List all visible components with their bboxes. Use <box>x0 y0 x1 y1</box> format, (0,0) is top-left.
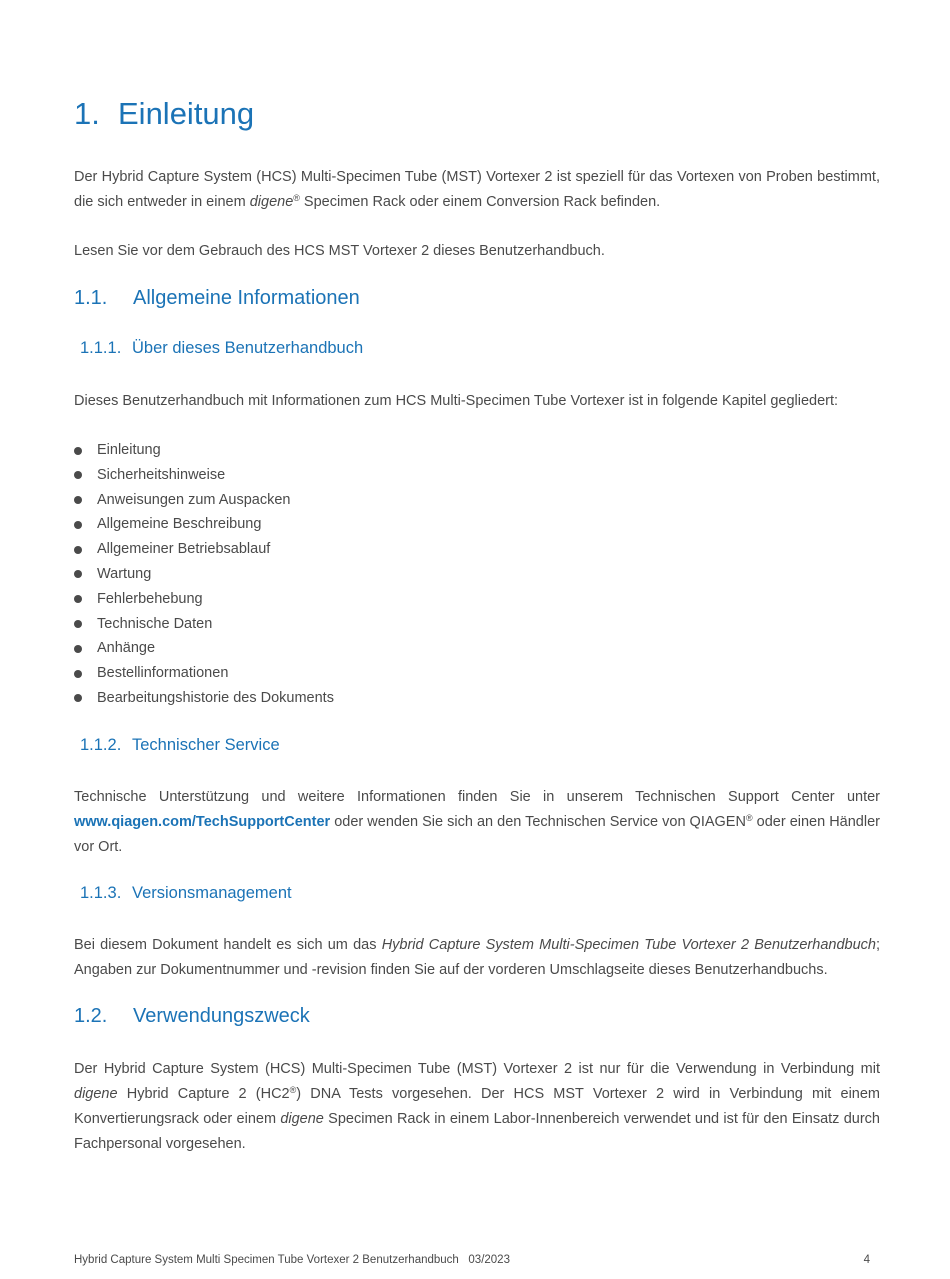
text-run: Der Hybrid Capture System (HCS) Multi-Specimen Tube (MST) Vortexer 2 ist nur für die Verwendung in Verbindung mit <box>74 1061 880 1077</box>
text-run: Specimen Rack oder einem Conversion Rack befinden. <box>299 194 661 210</box>
chapter-list-item <box>74 463 334 488</box>
bullet-icon <box>74 694 82 702</box>
bullet-icon <box>74 620 82 628</box>
chapter-list-item-label: Sicherheitshinweise <box>97 466 226 483</box>
text-run: oder wenden Sie sich an den Technischen Service von QIAGEN <box>330 814 746 830</box>
section-title: Verwendungszweck <box>133 1005 310 1027</box>
chapter-list-item <box>74 438 334 463</box>
subsection-title: Über dieses Benutzerhandbuch <box>132 339 364 357</box>
text-run: oder einen Händler vor Ort. <box>74 814 880 855</box>
section-heading-1-1 <box>74 287 360 310</box>
version-paragraph <box>74 933 880 983</box>
text-run: Bei diesem Dokument handelt es sich um das <box>74 937 382 953</box>
subsection-number: 1.1.1. <box>80 339 122 357</box>
text-run: ) DNA Tests vorgesehen. Der HCS MST Vortexer 2 wird in Verbindung mit einem Konvertierungsrack oder einem <box>74 1086 880 1127</box>
intended-use-paragraph <box>74 1057 880 1157</box>
text-run: ; Angaben zur Dokumentnummer und -revision finden Sie auf der vorderen Umschlagseite dieses Benutzerhandbuchs. <box>74 937 880 978</box>
chapter-heading <box>74 96 254 132</box>
chapter-list-item-label: Fehlerbehebung <box>97 590 203 607</box>
chapter-list-item-label: Bestellinformationen <box>97 665 229 682</box>
bullet-icon <box>74 670 82 678</box>
subsection-title: Technischer Service <box>132 736 280 754</box>
bullet-icon <box>74 570 82 578</box>
subsection-title: Versionsmanagement <box>132 884 292 902</box>
chapter-number: 1. <box>74 96 100 131</box>
registered-mark: ® <box>745 813 753 823</box>
subsection-number: 1.1.2. <box>80 736 122 754</box>
chapter-list-item <box>74 488 334 513</box>
chapter-list-item-label: Allgemeine Beschreibung <box>97 516 262 533</box>
tech-service-paragraph <box>74 785 880 860</box>
registered-mark: ® <box>293 193 300 203</box>
bullet-icon <box>74 471 82 479</box>
footer-text: Hybrid Capture System Multi Specimen Tube Vortexer 2 Benutzerhandbuch 03/2023 <box>74 1254 510 1266</box>
bullet-icon <box>74 496 82 504</box>
chapter-list-item <box>74 587 334 612</box>
section-number: 1.2. <box>74 1005 108 1027</box>
chapter-list-item-label: Wartung <box>97 565 152 582</box>
bullet-icon <box>74 595 82 603</box>
chapter-list-item <box>74 537 334 562</box>
subsection-number: 1.1.3. <box>80 884 122 902</box>
bullet-icon <box>74 521 82 529</box>
section-number: 1.1. <box>74 287 108 309</box>
italic-run: Hybrid Capture System Multi-Specimen Tube Vortexer 2 Benutzerhandbuch <box>381 937 876 953</box>
bullet-icon <box>74 447 82 455</box>
bullet-icon <box>74 645 82 653</box>
subsection-heading-1-1-3 <box>80 884 292 903</box>
chapter-list-item-label: Anweisungen zum Auspacken <box>97 491 291 508</box>
subsection-heading-1-1-2 <box>80 736 280 755</box>
page-footer <box>74 1254 870 1266</box>
italic-run: digene <box>280 1111 324 1127</box>
text-run: Der Hybrid Capture System (HCS) Multi-Specimen Tube (MST) Vortexer 2 ist speziell für das Vortexen von Proben bestimmt, die sich entweder in einem <box>74 169 880 210</box>
text-run: Hybrid Capture 2 (HC2 <box>117 1086 290 1102</box>
section-heading-1-2 <box>74 1005 310 1028</box>
chapter-list-item-label: Bearbeitungshistorie des Dokuments <box>97 689 334 706</box>
text-run: Specimen Rack in einem Labor-Innenbereich verwendet und ist für den Einsatz durch Fachpersonal vorgesehen. <box>74 1111 880 1152</box>
tech-support-link[interactable]: www.qiagen.com/TechSupportCenter <box>74 814 331 830</box>
chapter-list-item <box>74 562 334 587</box>
bullet-icon <box>74 546 82 554</box>
chapter-list-item <box>74 661 334 686</box>
chapter-list-item-label: Technische Daten <box>97 615 213 632</box>
intro-paragraph-2: Lesen Sie vor dem Gebrauch des HCS MST Vortexer 2 dieses Benutzerhandbuch. <box>74 243 605 259</box>
italic-run: digene <box>74 1086 118 1102</box>
section-title: Allgemeine Informationen <box>133 287 360 309</box>
chapter-list <box>74 438 334 711</box>
intro-paragraph-1 <box>74 165 880 215</box>
chapter-list-item-label: Allgemeiner Betriebsablauf <box>97 541 271 558</box>
registered-mark: ® <box>289 1085 297 1095</box>
text-run: Technische Unterstützung und weitere Informationen finden Sie in unserem Technischen Support Center unter <box>74 789 880 805</box>
page-number: 4 <box>863 1254 870 1266</box>
chapter-title: Einleitung <box>118 96 255 131</box>
chapter-list-item <box>74 636 334 661</box>
chapter-list-item <box>74 612 334 637</box>
chapter-list-item <box>74 512 334 537</box>
chapter-list-item-label: Anhänge <box>97 640 156 657</box>
chapter-list-item <box>74 686 334 711</box>
chapters-intro-paragraph: Dieses Benutzerhandbuch mit Informationen zum HCS Multi-Specimen Tube Vortexer ist in folgende Kapitel gegliedert: <box>74 393 839 409</box>
italic-run: digene <box>249 194 294 210</box>
chapter-list-item-label: Einleitung <box>97 442 161 458</box>
subsection-heading-1-1-1 <box>80 339 363 358</box>
